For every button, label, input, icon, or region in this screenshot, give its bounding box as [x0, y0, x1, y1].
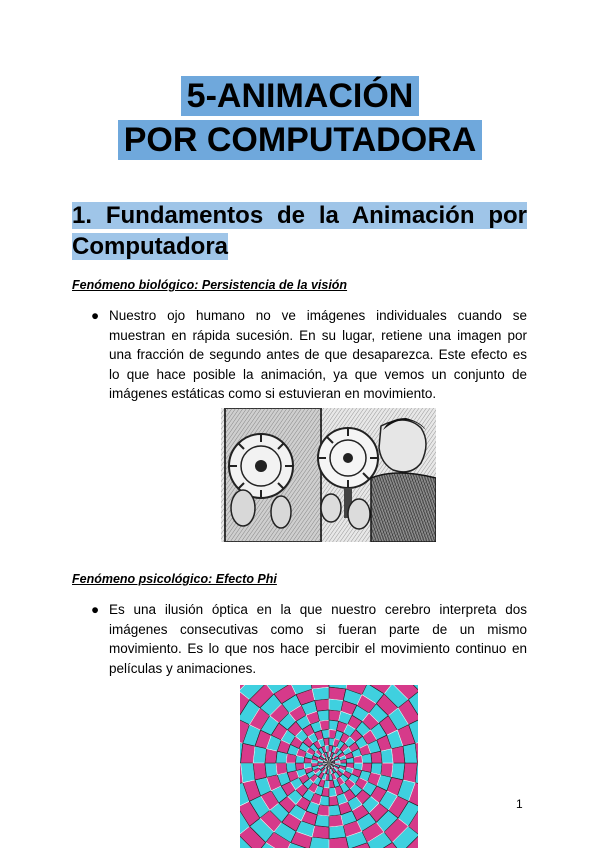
illusion-segment: [403, 763, 417, 783]
illusion-segment: [392, 763, 405, 780]
subheading-persistence-of-vision: Fenómeno biológico: Persistencia de la visión: [72, 278, 348, 292]
list-item: [91, 600, 527, 678]
title-line-2: POR COMPUTADORA: [118, 120, 483, 160]
illusion-segment: [315, 699, 329, 711]
illusion-segment: [241, 743, 255, 763]
illusion-segment: [241, 763, 255, 783]
section-heading: [72, 200, 527, 262]
title-line-1: 5-ANIMACIÓN: [181, 76, 420, 116]
illusion-segment: [320, 720, 330, 730]
illusion-segment: [265, 763, 277, 777]
bullet-text: Es una ilusión óptica en la que nuestro cerebro interpreta dos imágenes consecutivas como si fueran parte de un mismo movimiento. Es lo que nos hace percibir el movimiento continuo en películas y animaciones.: [109, 602, 527, 676]
illusion-segment: [317, 710, 329, 721]
section-heading-text: 1. Fundamentos de la Animación por Computadora: [72, 202, 527, 260]
document-title: [0, 76, 600, 160]
illusion-segment: [276, 763, 287, 775]
bullet-dot-icon: ●: [91, 602, 100, 617]
bullet-text: Nuestro ojo humano no ve imágenes individuales cuando se muestran en rápida sucesión. En su lugar, retiene una imagen por una fracción de segundo antes de que desaparezca. Este efecto es lo que hace posible la animación, ya que vemos un conjunto de imágenes estáticas como si estuvieran en movimiento.: [109, 308, 527, 401]
illusion-segment: [253, 763, 266, 780]
illusion-segment: [329, 805, 341, 816]
illusion-segment: [403, 743, 417, 763]
illusion-segment: [381, 749, 393, 763]
illusion-segment: [329, 815, 343, 827]
illusion-segment: [329, 796, 339, 806]
illusion-segment: [253, 746, 266, 763]
illusion-segment: [312, 687, 329, 700]
list-item: [91, 306, 527, 404]
illusion-segment: [371, 751, 382, 763]
illusion-segment: [329, 826, 346, 839]
illusion-segment: [286, 763, 296, 773]
optical-illusion-image: [240, 685, 418, 848]
illusion-segment: [362, 754, 372, 764]
illusion-segment: [392, 746, 405, 763]
illusion-segment: [329, 687, 346, 700]
bullet-dot-icon: ●: [91, 308, 100, 323]
page-number: 1: [516, 797, 523, 811]
phenakistoscope-illustration: [221, 408, 436, 542]
illusion-segment: [312, 826, 329, 839]
subheading-phi-effect: Fenómeno psicológico: Efecto Phi: [72, 572, 277, 586]
